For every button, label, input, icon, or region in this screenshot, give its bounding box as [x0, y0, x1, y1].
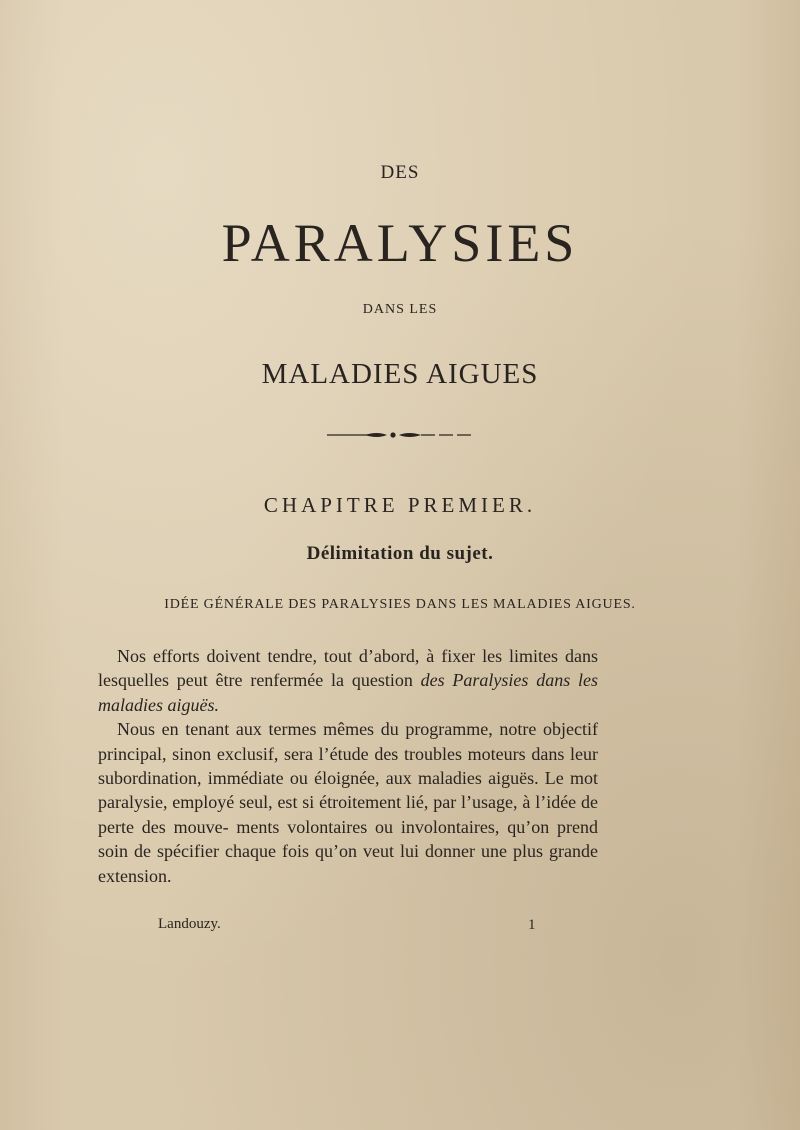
page-subtitle: MALADIES AIGUES: [261, 358, 539, 390]
paragraph-1: [98, 644, 598, 717]
heading-des: DES: [380, 162, 420, 183]
ornament-icon: [325, 428, 475, 442]
page-number: 1: [528, 917, 536, 933]
paragraph-1-italic: des Paralysies dans les maladies aiguës.: [98, 670, 599, 715]
paragraph-2: Nous en tenant aux termes mêmes du programme, notre objectif principal, sinon exclusif, sera l’étude des troubles moteurs dans leur subordination, immédiate ou éloignée, aux maladies aiguës. Le mot paralysie, employé seul, est si étroitement lié, par l’usage, à l’idée de perte des mouve- ments volontaires ou involontaires, qu’on prend soin de spécifier chaque fois qu’on veut lui donner une plus grande extension.: [98, 719, 598, 886]
footer-author: Landouzy.: [158, 916, 221, 932]
body-text: [98, 644, 598, 888]
ornament-divider: [0, 428, 800, 442]
subsection-title: IDÉE GÉNÉRALE DES PARALYSIES DANS LES MALADIES AIGUES.: [164, 597, 636, 612]
page-title: PARALYSIES: [221, 213, 579, 273]
paragraph-1-text: Nos efforts doivent tendre, tout d’abord, à fixer les limites dans lesquelles peut être renfermée la question: [98, 646, 598, 691]
heading-dans-les: DANS LES: [362, 302, 438, 317]
section-title: Délimitation du sujet.: [306, 543, 494, 564]
chapter-title: CHAPITRE PREMIER.: [263, 493, 537, 517]
